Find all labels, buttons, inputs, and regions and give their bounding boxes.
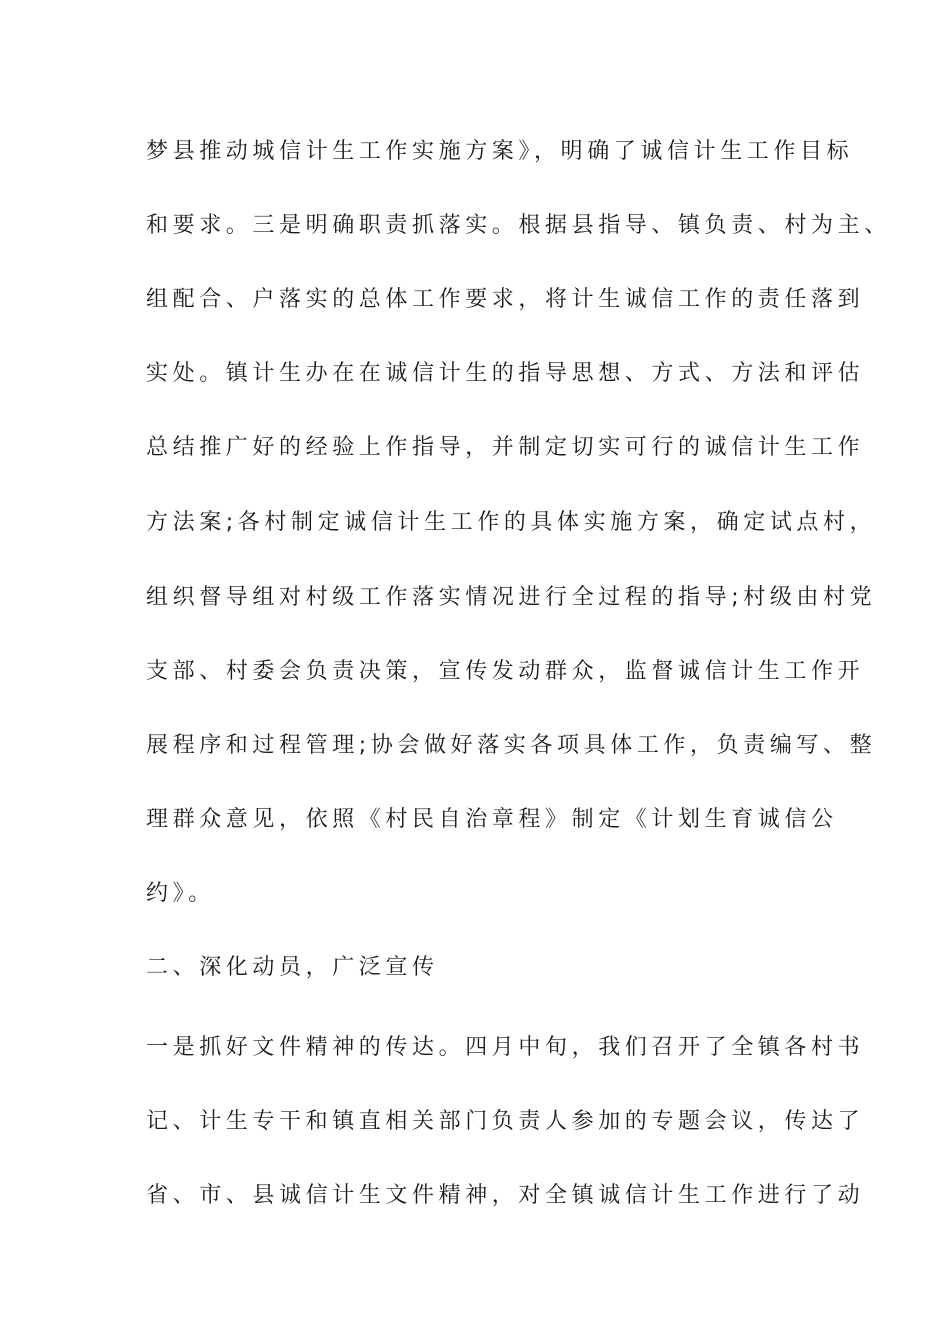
- text-line: 省、市、县诚信计生文件精神，对全镇诚信计生工作进行了动: [146, 1183, 865, 1208]
- text-line: 记、计生专干和镇直相关部门负责人参加的专题会议，传达了: [146, 1109, 865, 1134]
- text-line: 总结推广好的经验上作指导，并制定切实可行的诚信计生工作: [146, 435, 865, 460]
- text-line: 约》。: [146, 881, 215, 906]
- text-line: 展程序和过程管理;协会做好落实各项具体工作，负责编写、整: [146, 733, 877, 758]
- text-line: 梦县推动城信计生工作实施方案》，明确了诚信计生工作目标: [146, 139, 854, 164]
- text-line: 组织督导组对村级工作落实情况进行全过程的指导;村级由村党: [146, 585, 877, 610]
- text-line: 和要求。三是明确职责抓落实。根据县指导、镇负责、村为主、: [146, 213, 891, 238]
- text-line: 理群众意见，依照《村民自治章程》制定《计划生育诚信公: [146, 807, 838, 832]
- text-line: 支部、村委会负责决策，宣传发动群众，监督诚信计生工作开: [146, 659, 865, 684]
- text-line: 一是抓好文件精神的传达。四月中旬，我们召开了全镇各村书: [146, 1035, 865, 1060]
- text-line: 实处。镇计生办在在诚信计生的指导思想、方式、方法和评估: [146, 361, 865, 386]
- section-heading: 二、深化动员，广泛宣传: [146, 955, 439, 980]
- text-line: 组配合、户落实的总体工作要求，将计生诚信工作的责任落到: [146, 287, 865, 312]
- text-line: 方法案;各村制定诚信计生工作的具体实施方案，确定试点村，: [146, 510, 877, 535]
